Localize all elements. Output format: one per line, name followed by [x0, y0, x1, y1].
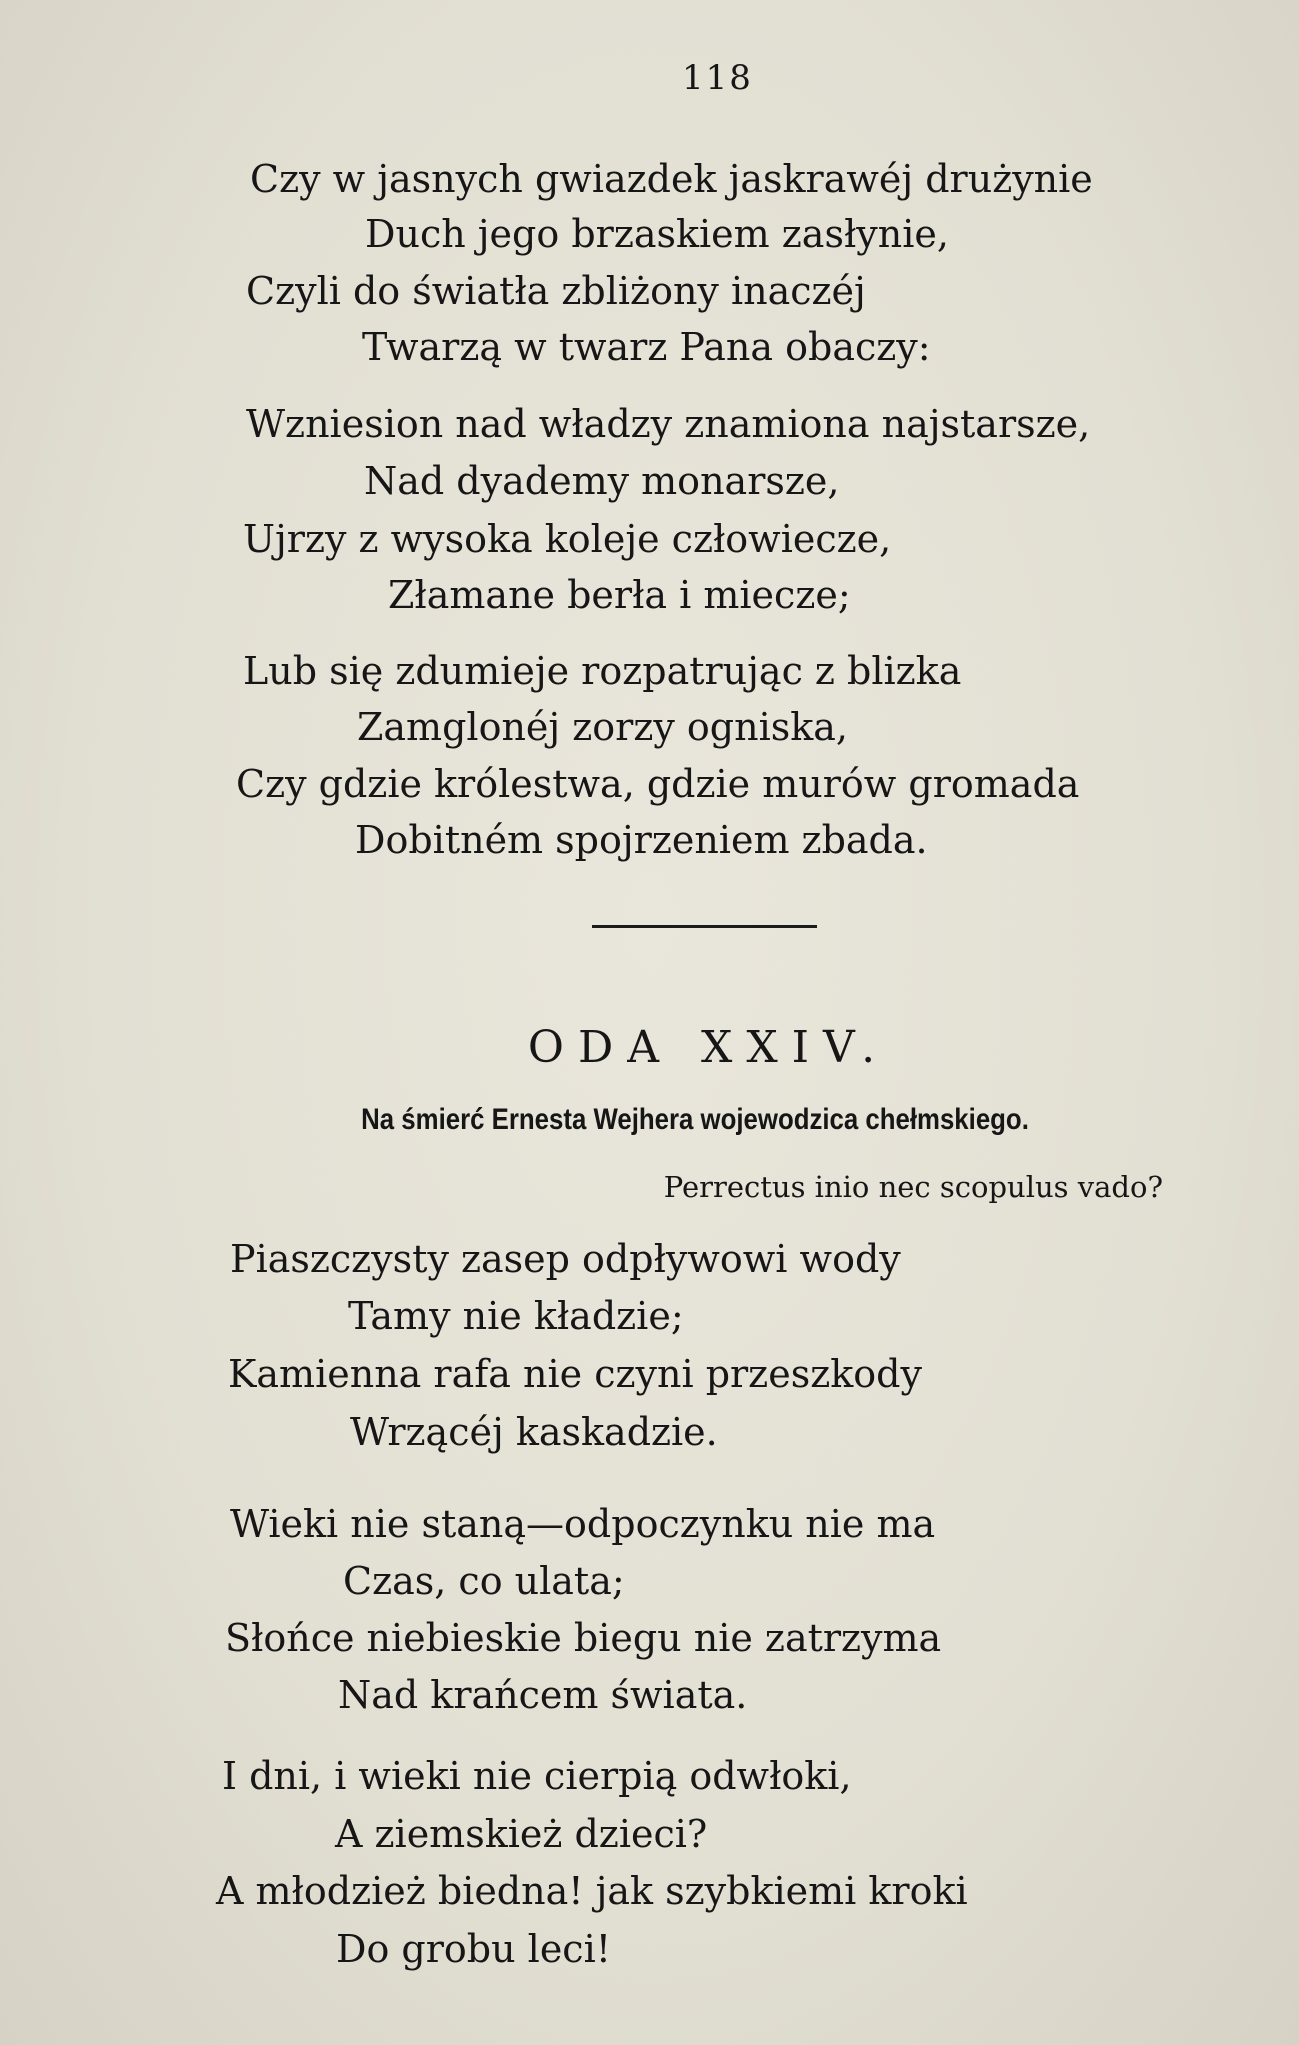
verse-line: Ujrzy z wysoka koleje człowiecze, [243, 517, 892, 561]
verse-line: Czyli do światła zbliżony inaczéj [246, 269, 866, 313]
verse-line: Piaszczysty zasep odpływowi wody [230, 1237, 901, 1281]
verse-line: Zamglonéj zorzy ogniska, [357, 705, 848, 749]
ode-epigraph: Perrectus inio nec scopulus vado? [663, 1170, 1163, 1204]
verse-line: Lub się zdumieje rozpatrując z blizka [243, 649, 962, 693]
verse-line: A ziemskież dzieci? [335, 1812, 708, 1856]
verse-line: Wieki nie staną—odpoczynku nie ma [230, 1502, 936, 1546]
verse-line: Duch jego brzaskiem zasłynie, [365, 212, 949, 256]
ode-subtitle: Na śmierć Ernesta Wejhera wojewodzica chełmskiego. [361, 1103, 1029, 1136]
verse-line: Nad krańcem świata. [338, 1673, 748, 1717]
verse-line: Złamane berła i miecze; [388, 573, 851, 617]
verse-line: Wzniesion nad władzy znamiona najstarsze, [246, 402, 1091, 446]
verse-line: Czy gdzie królestwa, gdzie murów gromada [236, 762, 1080, 806]
verse-line: Słońce niebieskie biegu nie zatrzyma [225, 1616, 942, 1660]
verse-line: Wrzącéj kaskadzie. [350, 1410, 718, 1454]
verse-line: Kamienna rafa nie czyni przeszkody [228, 1352, 922, 1396]
verse-line: Czy w jasnych gwiazdek jaskrawéj drużynie [250, 157, 1093, 201]
page-number: 118 [682, 58, 753, 98]
verse-line: Twarzą w twarz Pana obaczy: [362, 325, 931, 369]
ode-title: ODA XXIV. [527, 1022, 890, 1073]
verse-line: Dobitném spojrzeniem zbada. [355, 818, 928, 862]
verse-line: Nad dyademy monarsze, [364, 459, 840, 503]
section-divider [592, 925, 817, 928]
verse-line: Czas, co ulata; [343, 1559, 625, 1603]
verse-line: A młodzież biedna! jak szybkiemi kroki [216, 1869, 968, 1913]
verse-line: Tamy nie kładzie; [348, 1294, 684, 1338]
verse-line: Do grobu leci! [336, 1927, 612, 1971]
verse-line: I dni, i wieki nie cierpią odwłoki, [222, 1754, 852, 1798]
